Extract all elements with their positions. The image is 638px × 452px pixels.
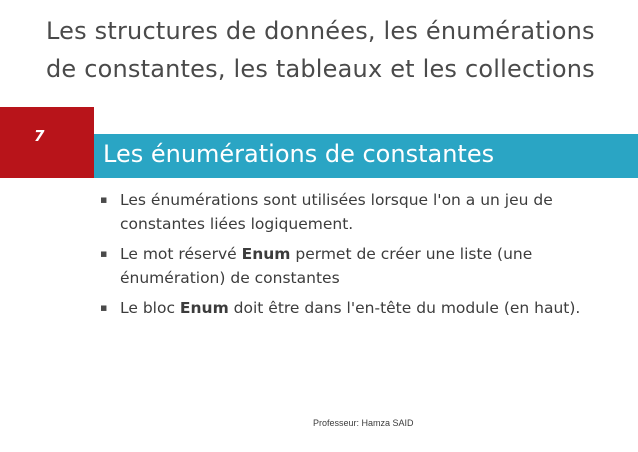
slide-number-block: [0, 107, 94, 178]
bullet-text: Le bloc: [120, 299, 180, 317]
bullet-keyword: Enum: [179, 299, 229, 317]
bullet-list: [100, 188, 600, 326]
slide-main-title-line1: Les structures de données, les énumérations: [46, 17, 595, 45]
bullet-text: Le mot réservé: [120, 245, 242, 263]
footer-author: Professeur: Hamza SAID: [313, 418, 414, 428]
bullet-marker-icon: ▪: [100, 193, 108, 206]
bullet-marker-icon: ▪: [100, 247, 108, 260]
list-item: [100, 296, 600, 320]
slide-main-title: [46, 12, 626, 88]
bullet-marker-icon: ▪: [100, 301, 108, 314]
list-item: [100, 242, 600, 290]
slide-number: 7: [34, 127, 45, 145]
bullet-text-rest: permet de créer une liste (une énumération) de constantes: [120, 245, 533, 287]
list-item: [100, 188, 600, 236]
bullet-text: Les énumérations sont utilisées lorsque l'on a un jeu de constantes liées logiquement.: [120, 191, 553, 233]
bullet-text-rest: doit être dans l'en-tête du module (en haut).: [228, 299, 581, 317]
bullet-keyword: Enum: [241, 245, 291, 263]
section-title: Les énumérations de constantes: [103, 140, 495, 168]
slide-main-title-line2: de constantes, les tableaux et les collections: [46, 55, 595, 83]
